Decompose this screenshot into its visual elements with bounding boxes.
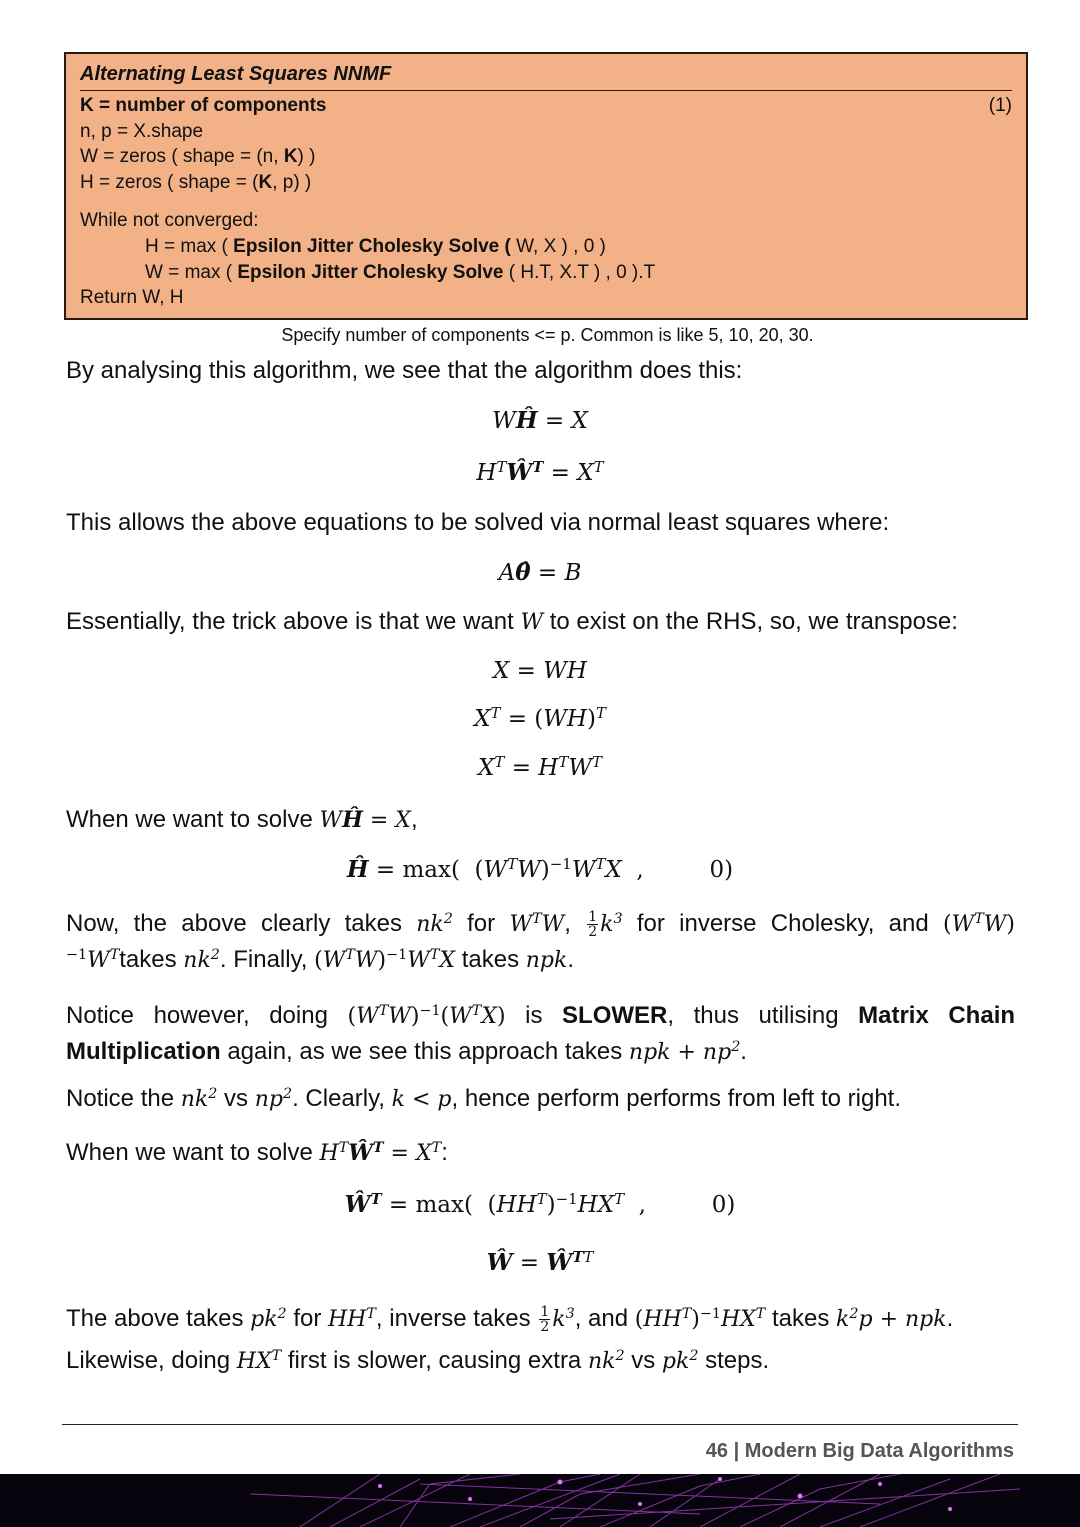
code-text: ( H.T, X.T ) , 0 ).T — [503, 261, 656, 283]
paragraph: Now, the above clearly takes $nk^2$ for $W^TW$, $\frac{1}{2}$ $k^3$ for inverse Cholesky, and $(W^TW)^{-1}W^Ttakes$ $nk^2$. Finally, $(W^TW)^{-1}W^TX$ takes npk. — [66, 909, 1015, 973]
paragraph: This allows the above equations to be solved via normal least squares where: — [66, 509, 890, 536]
algorithm-line: n, p = X.shape — [80, 120, 204, 142]
code-text: H = zeros ( shape = ( — [80, 171, 259, 193]
text-run: Essentially, the trick above is that we want — [66, 608, 521, 635]
text-run: . Clearly, — [292, 1085, 392, 1112]
text-run: , thus utilising — [667, 1002, 859, 1029]
paragraph: The above takes $pk^2$ for $HH^T$, inverse takes $\frac{1}{2}$ $k^3$, and $(HH^T)^{-1}HX^T$ takes $k^2p$ + npk. — [66, 1304, 954, 1336]
algorithm-title-rule — [80, 90, 1012, 91]
blank-line — [80, 195, 1012, 208]
text-run: hence perform performs from left to right. — [458, 1085, 901, 1112]
text-run: Matrix Chain Multiplication — [66, 1002, 1016, 1065]
text-run: , inverse takes — [375, 1305, 538, 1332]
fraction: $\frac{1}{2}$ — [588, 909, 598, 941]
algorithm-line — [80, 260, 1012, 286]
algorithm-line: While not converged: — [80, 210, 259, 232]
equation: Ŵ = $Ŵ^{TT}$ — [486, 1247, 594, 1276]
equation: $X^T = H^TW^T$ — [478, 752, 602, 781]
algorithm-line: Return W, H — [80, 287, 184, 309]
algorithm-box — [64, 52, 1028, 320]
algorithm-line — [80, 144, 1012, 170]
text-run: SLOWER — [562, 1002, 668, 1029]
equation: $Ŵ^T = \max$( $(HH^T)^{-1}HX^T$ , 0) — [344, 1189, 736, 1218]
fraction: $\frac{1}{2}$ — [540, 1304, 550, 1336]
text-run: takes — [119, 946, 184, 973]
text-run: steps. — [698, 1347, 770, 1374]
text-run: vs — [217, 1085, 255, 1112]
algorithm-line — [80, 170, 1012, 196]
paragraph: Likewise, doing $HX^T$ first is slower, causing extra $nk^2$ vs $pk^2$ steps. — [66, 1347, 770, 1374]
algorithm-line — [80, 234, 1012, 260]
code-text: H = max ( — [145, 235, 234, 257]
text-run: Notice the — [66, 1085, 181, 1112]
text-run: Notice however, doing — [66, 1002, 348, 1029]
text-run: again, as we see this approach takes — [220, 1038, 629, 1065]
code-bold: Epsilon Jitter Cholesky Solve — [237, 261, 504, 283]
text-run: . Finally, — [219, 946, 315, 973]
footer-rule — [62, 1424, 1018, 1425]
code-text: ) ) — [297, 146, 316, 168]
equation-number: (1) — [988, 95, 1012, 116]
code-bold: K — [258, 171, 273, 193]
code-text: W = zeros ( shape = (n, — [80, 146, 284, 168]
equation: $H^TŴ^T = X^T$ — [476, 457, 604, 486]
text-run: for — [452, 910, 510, 937]
text-run: for inverse Cholesky, and — [622, 910, 943, 937]
page-footer: 46 | Modern Big Data Algorithms — [705, 1440, 1014, 1462]
paragraph: Notice the $nk^2$ vs $np^2$. Clearly, k < p, hence perform performs from left to right. — [66, 1085, 901, 1112]
code-text: , p) ) — [272, 171, 312, 193]
text-run: , and — [574, 1305, 635, 1332]
code-text: W, X ) , 0 ) — [510, 235, 606, 257]
code-text: W = max ( — [145, 261, 238, 283]
algorithm-caption: Specify number of components <= p. Common is like 5, 10, 20, 30. — [281, 325, 814, 345]
text-run: vs — [624, 1347, 662, 1374]
text-run: takes — [765, 1305, 837, 1332]
paragraph: Essentially, the trick above is that we want W to exist on the RHS, so, we transpose: — [66, 608, 958, 635]
code-bold: Epsilon Jitter Cholesky Solve ( — [233, 235, 511, 257]
text-run: Likewise, doing — [66, 1347, 237, 1374]
text-run: first is slower, causing extra — [281, 1347, 588, 1374]
algorithm-line: K = number of components — [80, 95, 327, 116]
text-run: is — [505, 1002, 563, 1029]
text-run: The above takes — [66, 1305, 251, 1332]
code-bold: K — [283, 146, 298, 168]
paragraph: By analysing this algorithm, we see that the algorithm does this: — [66, 357, 743, 384]
paragraph: When we want to solve $H^TŴ^T = X^T$: — [66, 1139, 448, 1166]
text-run: When we want to solve — [66, 1139, 320, 1166]
equation: X = WH — [493, 658, 587, 684]
text-run: When we want to solve — [66, 806, 320, 833]
equation: $X^T = (WH)^T$ — [474, 703, 606, 732]
paragraph: Notice however, doing $(W^TW)^{-1}(W^TX)$ is SLOWER, thus utilising Matrix Chain Multiplication again, as we see this approach takes npk + $np^2$. — [66, 1002, 1016, 1065]
equation: Aθ̂ = B — [498, 559, 582, 586]
equation: Ĥ = max( $(W^TW)^{-1}W^TX$ , 0) — [346, 854, 734, 883]
algorithm-title: Alternating Least Squares NNMF — [80, 63, 392, 85]
text-run: takes — [455, 946, 526, 973]
network-lines-graphic — [0, 1474, 1080, 1527]
text-run: to exist on the RHS, so, we transpose: — [543, 608, 958, 635]
equation: WĤ = X — [492, 407, 588, 434]
paragraph: When we want to solve WĤ = X, — [66, 806, 418, 833]
text-run: for — [286, 1305, 328, 1332]
text-run: Now, the above clearly takes — [66, 910, 417, 937]
algorithm-lines — [80, 93, 1012, 311]
decorative-banner — [0, 1474, 1080, 1527]
